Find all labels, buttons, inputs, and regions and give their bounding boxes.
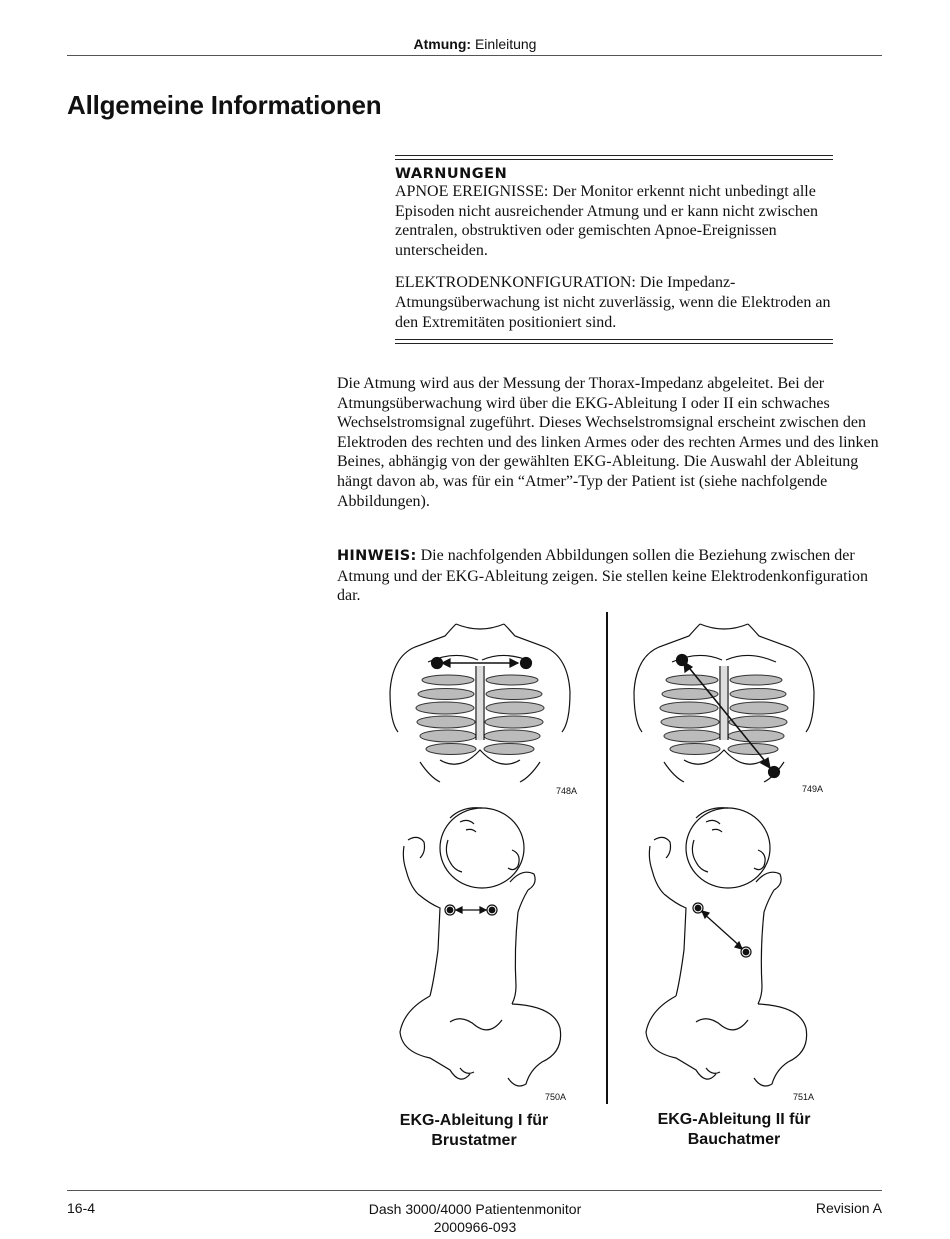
adult-chest-lead-one-illustration bbox=[380, 622, 580, 784]
caption-lead-one bbox=[354, 1111, 594, 1151]
footer-product bbox=[0, 1200, 950, 1236]
footer-doc-number: 2000966-093 bbox=[433, 1219, 517, 1235]
caption-lead-two bbox=[614, 1110, 854, 1150]
infant-lead-two-illustration bbox=[636, 800, 826, 1090]
header-subsection: Einleitung bbox=[474, 36, 537, 52]
caption-lead-two-line2: Bauchatmer bbox=[687, 1131, 781, 1148]
warning-top-rule bbox=[395, 155, 833, 160]
page-title: Allgemeine Informationen bbox=[67, 90, 382, 120]
warning-electrode-config: ELEKTRODENKONFIGURATION: Die Impedanz-Atmungsüberwachung ist nicht zuverlässig, wenn die Elektroden an den Extremitäten positioniert sind. bbox=[395, 274, 831, 331]
warning-box bbox=[395, 155, 833, 344]
footer-product-name: Dash 3000/4000 Patientenmonitor bbox=[368, 1201, 582, 1217]
figure-code-748a: 748A bbox=[556, 786, 578, 796]
warning-bottom-rule bbox=[395, 339, 833, 344]
caption-lead-one-line1: EKG-Ableitung I für bbox=[399, 1112, 549, 1129]
figure-code-749a: 749A bbox=[802, 784, 824, 794]
note-block bbox=[337, 546, 882, 606]
running-header bbox=[0, 36, 950, 52]
caption-lead-one-line2: Brustatmer bbox=[431, 1132, 517, 1149]
header-section: Atmung: bbox=[413, 36, 472, 52]
warning-apnea: APNOE EREIGNISSE: Der Monitor erkennt nicht unbedingt alle Episoden nicht ausreichender Atmung und er kann nicht zwischen zentralen, obstruktiven oder gemischten Apnoe-Ereignissen unterscheiden. bbox=[395, 183, 818, 259]
figure-code-751a: 751A bbox=[793, 1092, 815, 1102]
header-rule bbox=[67, 55, 882, 56]
note-label: HINWEIS: bbox=[337, 548, 417, 564]
caption-lead-two-line1: EKG-Ableitung II für bbox=[657, 1111, 811, 1128]
note-text: Die nachfolgenden Abbildungen sollen die Beziehung zwischen der Atmung und der EKG-Ableitung zeigen. Sie stellen keine Elektrodenkonfiguration dar. bbox=[337, 547, 868, 605]
figure-divider bbox=[606, 612, 608, 1104]
footer-revision: Revision A bbox=[815, 1200, 882, 1216]
footer-rule bbox=[67, 1190, 882, 1191]
figure-code-750a: 750A bbox=[545, 1092, 567, 1102]
warning-heading: WARNUNGEN bbox=[395, 166, 508, 182]
adult-chest-lead-two-illustration bbox=[624, 622, 824, 784]
body-paragraph: Die Atmung wird aus der Messung der Thorax-Impedanz abgeleitet. Bei der Atmungsüberwachung wird über die EKG-Ableitung I oder II ein schwaches Wechselstromsignal zugeführt. Dieses Wechselstromsignal erscheint zwischen den Elektroden des rechten und des linken Armes oder des rechten Armes und des linken Beines, abhängig von der gewählten EKG-Ableitung. Die Auswahl der Ableitung hängt davon ab, was für ein “Atmer”-Typ der Patient ist (siehe nachfolgende Abbildungen). bbox=[337, 375, 879, 510]
page-number: 16-4 bbox=[67, 1200, 96, 1216]
infant-lead-one-illustration bbox=[390, 800, 580, 1090]
